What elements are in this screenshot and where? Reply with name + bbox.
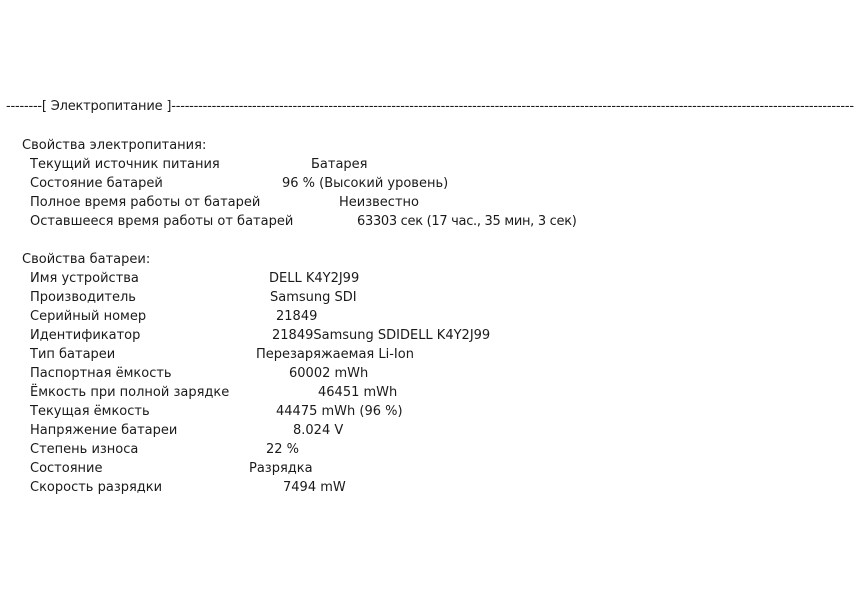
battery-row-label: Степень износа [30, 442, 139, 457]
power-row-value: Неизвестно [339, 195, 419, 210]
battery-row-value: DELL K4Y2J99 [269, 271, 360, 286]
header-right-bracket: ] [166, 99, 172, 114]
power-properties-title: Свойства электропитания: [22, 138, 207, 153]
battery-row-value: 21849Samsung SDIDELL K4Y2J99 [272, 328, 491, 343]
battery-row-value: 44475 mWh (96 %) [276, 404, 403, 419]
battery-row-value: 21849 [276, 309, 318, 324]
power-row-value: 96 % (Высокий уровень) [282, 176, 449, 191]
battery-row-label: Текущая ёмкость [30, 404, 150, 419]
battery-row-label: Состояние [30, 461, 103, 476]
battery-row-label: Идентификатор [30, 328, 141, 343]
battery-row-label: Скорость разрядки [30, 480, 163, 495]
power-row-label: Полное время работы от батарей [30, 195, 261, 210]
battery-properties-title: Свойства батареи: [22, 252, 151, 267]
battery-row-value: 60002 mWh [289, 366, 369, 381]
battery-row-label: Производитель [30, 290, 136, 305]
battery-row-value: Разрядка [249, 461, 313, 476]
battery-row-value: Перезаряжаемая Li-Ion [256, 347, 414, 362]
header-title: Электропитание [50, 99, 163, 114]
battery-row-value: Samsung SDI [270, 290, 357, 305]
power-row-value: 63303 сек (17 час., 35 мин, 3 сек) [357, 214, 577, 229]
power-row-label: Состояние батарей [30, 176, 163, 191]
battery-row-value: 46451 mWh [318, 385, 398, 400]
power-row-value: Батарея [311, 157, 368, 172]
battery-row-label: Тип батареи [30, 347, 116, 362]
battery-row-label: Серийный номер [30, 309, 147, 324]
battery-row-value: 8.024 V [293, 423, 344, 438]
battery-row-label: Напряжение батареи [30, 423, 178, 438]
battery-row-label: Паспортная ёмкость [30, 366, 172, 381]
power-row-label: Оставшееся время работы от батарей [30, 214, 294, 229]
battery-row-value: 7494 mW [283, 480, 346, 495]
battery-row-label: Имя устройства [30, 271, 139, 286]
battery-row-value: 22 % [266, 442, 300, 457]
header-left-dashes: --------[ [6, 99, 47, 114]
battery-row-label: Ёмкость при полной зарядке [30, 385, 230, 400]
power-row-label: Текущий источник питания [30, 157, 220, 172]
section-header-power [6, 97, 854, 116]
header-right-dashes: -------------------------------------------------------------------------------------------------------------------------------------------------------- [171, 99, 854, 114]
